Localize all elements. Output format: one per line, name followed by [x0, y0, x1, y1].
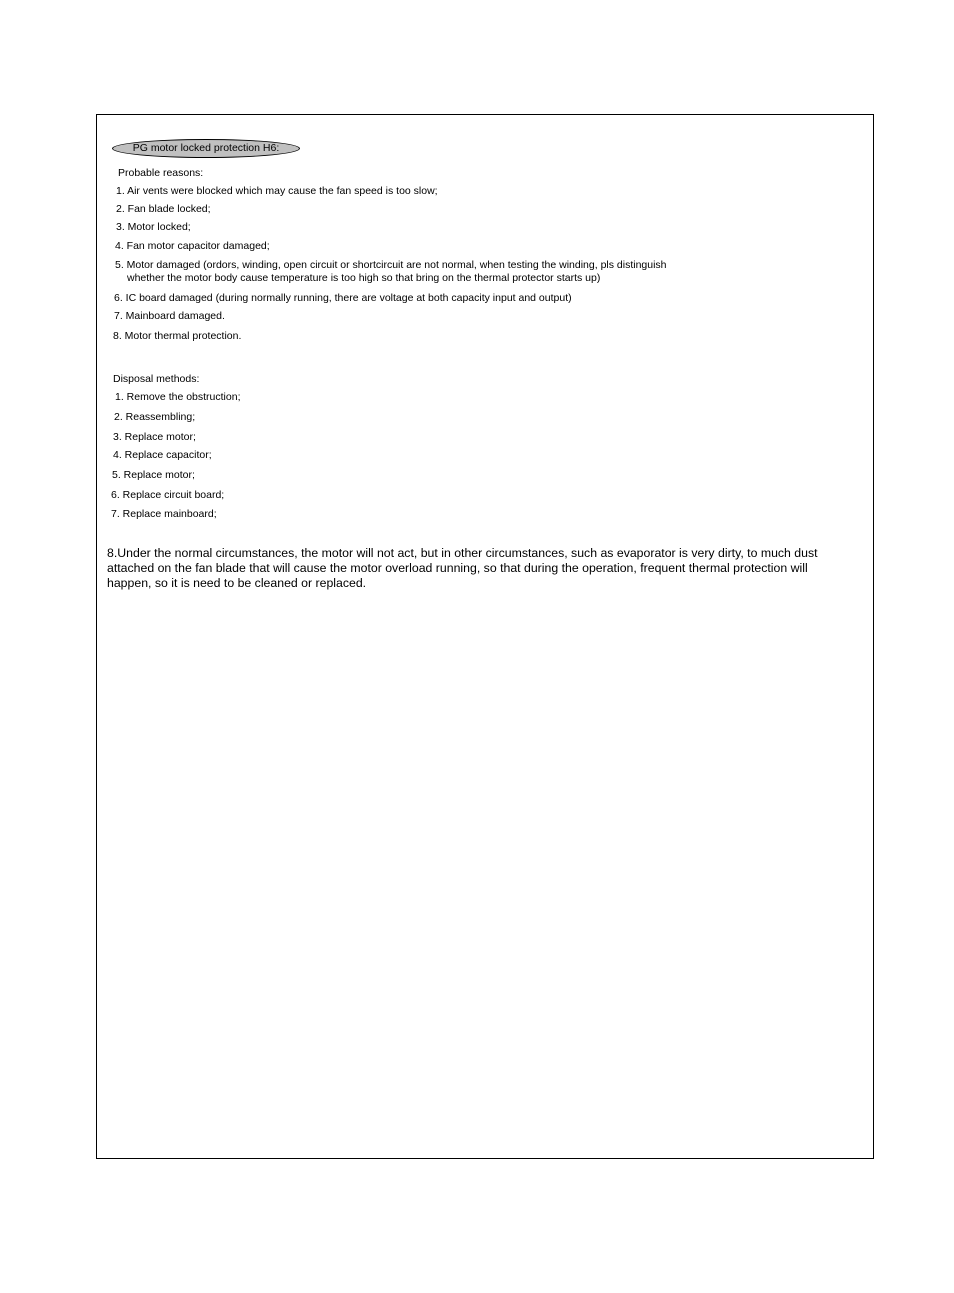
reason-item: 5. Motor damaged (ordors, winding, open circuit or shortcircuit are not normal, when testing the winding, pls distinguish	[115, 259, 667, 271]
method-item: 4. Replace capacitor;	[113, 449, 212, 461]
method-item: 7. Replace mainboard;	[111, 508, 217, 520]
method-item: 2. Reassembling;	[114, 411, 196, 423]
reason-item: 2. Fan blade locked;	[116, 203, 211, 215]
reason-item: 6. IC board damaged (during normally running, there are voltage at both capacity input and output)	[114, 292, 572, 304]
reason-item: 3. Motor locked;	[116, 221, 191, 233]
note-paragraph: 8.Under the normal circumstances, the motor will not act, but in other circumstances, such as evaporator is very dirty, to much dust attached on the fan blade that will cause the motor overload running, so that during the operation, frequent thermal protection will happen, so it is need to be cleaned or replaced.	[107, 546, 818, 590]
reason-item: 8. Motor thermal protection.	[113, 330, 242, 342]
reason-item: 4. Fan motor capacitor damaged;	[115, 240, 270, 252]
reason-item: 7. Mainboard damaged.	[114, 310, 225, 322]
reason-item-continued: whether the motor body cause temperature is too high so that bring on the thermal protector starts up)	[127, 272, 601, 284]
reasons-heading: Probable reasons:	[118, 167, 204, 179]
section-badge: PG motor locked protection H6:	[112, 139, 300, 158]
method-item: 5. Replace motor;	[112, 469, 195, 481]
method-item: 1. Remove the obstruction;	[115, 391, 241, 403]
method-item: 3. Replace motor;	[113, 431, 196, 443]
methods-heading: Disposal methods:	[113, 373, 200, 385]
reason-item: 1. Air vents were blocked which may cause the fan speed is too slow;	[116, 185, 438, 197]
method-item: 6. Replace circuit board;	[111, 489, 225, 501]
